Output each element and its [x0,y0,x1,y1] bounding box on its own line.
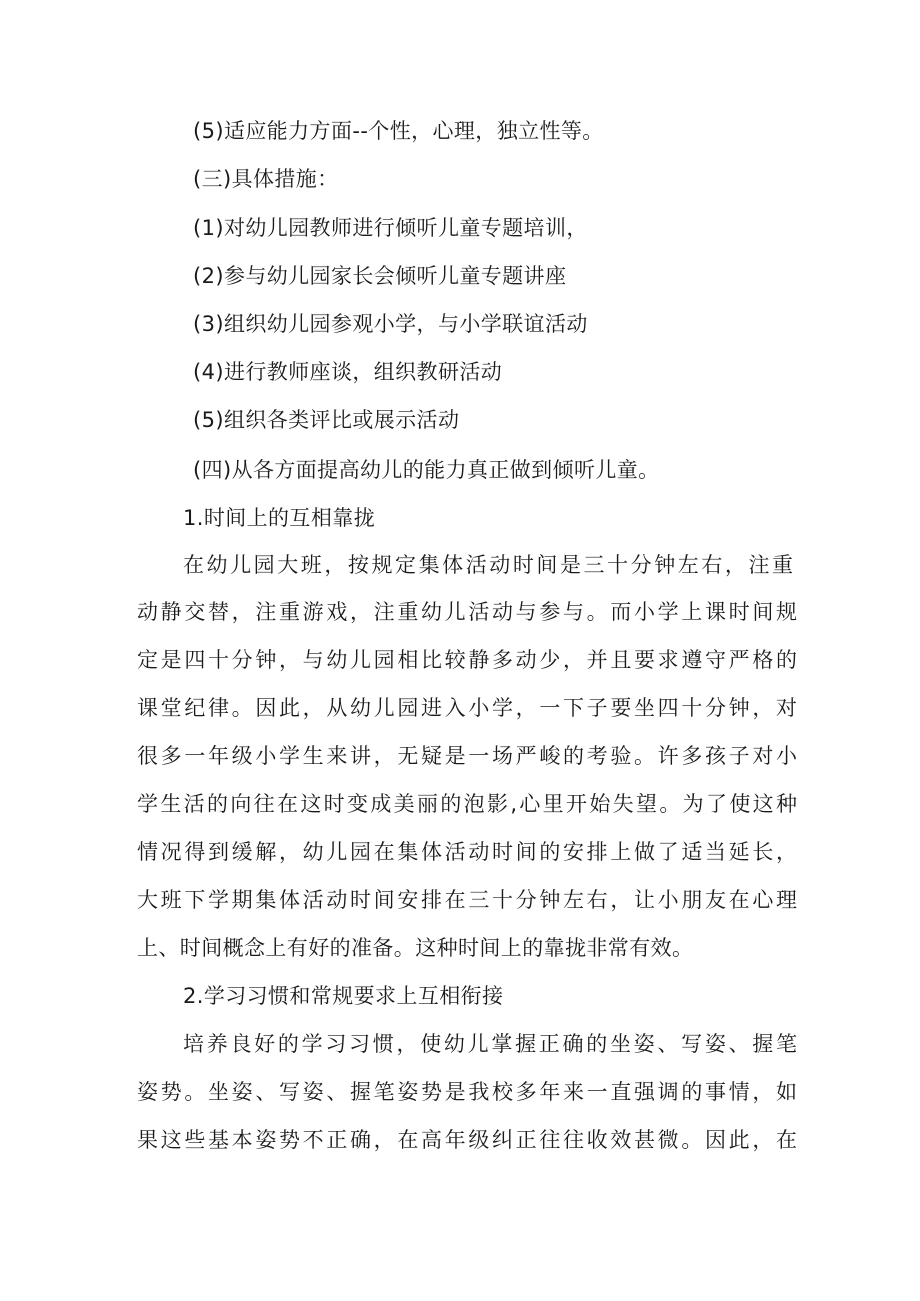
list-item-measure-3: (3)组织幼儿园参观小学，与小学联谊活动 [193,312,588,336]
paragraph-line: 大班下学期集体活动时间安排在三十分钟左右，让小朋友在心理 [137,888,797,912]
paragraph-line: 上、时间概念上有好的准备。这种时间上的靠拢非常有效。 [137,936,694,960]
paragraph-line: 学生活的向往在这时变成美丽的泡影,心里开始失望。为了使这种 [137,792,797,816]
list-item-measure-4: (4)进行教师座谈，组织教研活动 [193,360,503,384]
paragraph-line: 姿势。坐姿、写姿、握笔姿势是我校多年来一直强调的事情，如 [137,1080,797,1104]
section-heading-four: (四)从各方面提高幼儿的能力真正做到倾听儿童。 [193,458,660,482]
paragraph-line: 情况得到缓解，幼儿园在集体活动时间的安排上做了适当延长， [137,840,797,864]
paragraph-line: 很多一年级小学生来讲，无疑是一场严峻的考验。许多孩子对小 [137,744,797,768]
paragraph-line: 定是四十分钟，与幼儿园相比较静多动少，并且要求遵守严格的 [137,648,797,672]
paragraph-line: 在幼儿园大班，按规定集体活动时间是三十分钟左右，注重 [183,553,793,577]
paragraph-line: 动静交替，注重游戏，注重幼儿活动与参与。而小学上课时间规 [137,600,797,624]
section-heading-measures: (三)具体措施： [193,167,339,191]
list-item-adaptability: (5)适应能力方面--个性，心理，独立性等。 [193,119,604,143]
paragraph-line: 培养良好的学习习惯，使幼儿掌握正确的坐姿、写姿、握笔 [183,1032,797,1056]
paragraph-line: 果这些基本姿势不正确，在高年级纠正往往收效甚微。因此，在 [137,1128,797,1152]
list-item-measure-1: (1)对幼儿园教师进行倾听儿童专题培训， [193,216,588,240]
list-item-measure-5: (5)组织各类评比或展示活动 [193,408,460,432]
list-item-measure-2: (2)参与幼儿园家长会倾听儿童专题讲座 [193,264,567,288]
subheading-time: 1.时间上的互相靠拢 [183,506,376,530]
paragraph-line: 课堂纪律。因此，从幼儿园进入小学，一下子要坐四十分钟，对 [137,696,797,720]
subheading-habits: 2.学习习惯和常规要求上互相衔接 [183,984,504,1008]
